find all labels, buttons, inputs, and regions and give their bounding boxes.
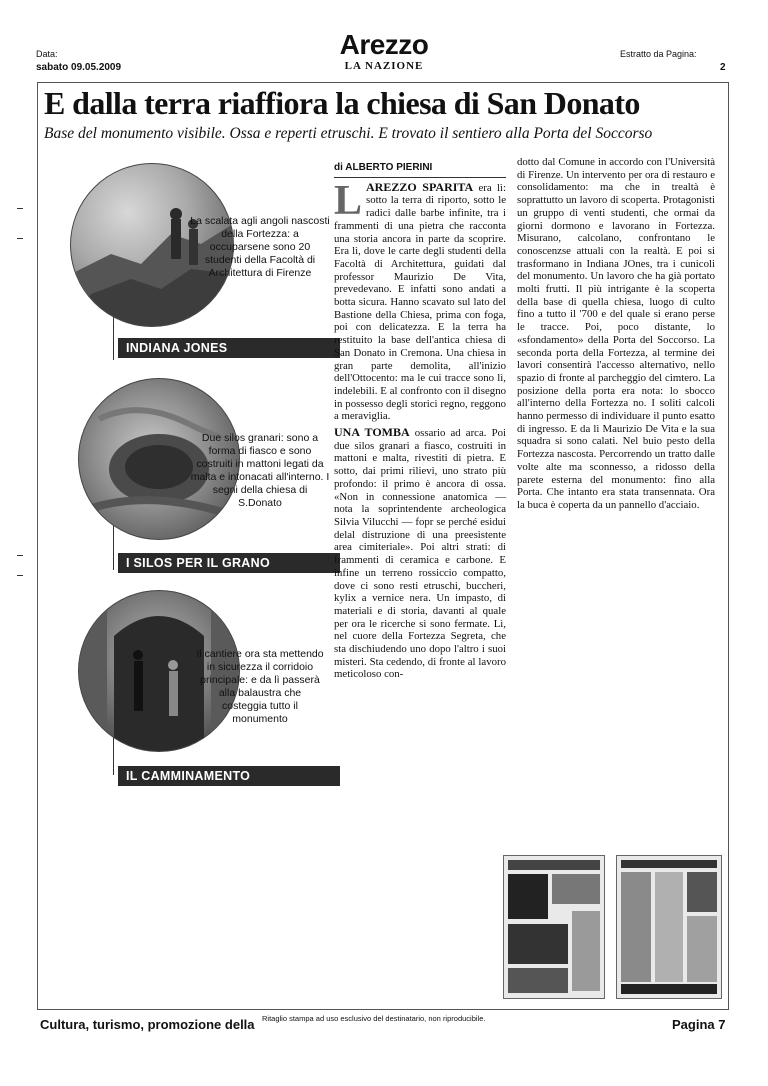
photo-caption-1: La scalata agli angoli nascosti della Fortezza: a occuparsene sono 20 studenti della Facoltà di Architettura di Firenze bbox=[190, 215, 330, 279]
photo-label-1: INDIANA JONES bbox=[118, 338, 340, 358]
footer-topic: Cultura, turismo, promozione della bbox=[40, 1017, 255, 1032]
body-text-3: dotto dal Comune in accordo con l'Università di Firenze. Un intervento per ora di restauro e consolidamento: ma che in trealtà è soprattutto un lavoro di scoperta. Protagonisti un gruppo di venti studenti, che ormai da giorni dormono e lavorano in Fortezza. Misurano, calcolano, confrontano le conoscenzse attuali con la realtà. E poi si trasformano in Indiana JOnes, tra i cunicoli del monumento. Un lavoro che ha già portato molti frutti. Il più intrigante è la scoperta della base di quella chiesa, luogo di culto fino a tutto il '700 e del quale si erano perse le tracce. Poi, poco distante, lo «sfondamento» della Porta del Soccorso. La seconda porta della Fortezza, al termine dei lavori consentirà l'accesso alternativo, nello spazio di fronte al parcheggio del cimtero. La posizione della porta era nota: lo sbocco all'interno della Fortezza no. I soliti calcoli hanno permesso di individuare il punto esatto di ingresso. E da lì Maurizio De Vita e la sua squadra si sono calati. Nel buio pesto della Fortezza nascosta. Percorrendo un tratto dalle volte alte ma sconnesso, a ridosso della parete esterna del monumento: fino alla Porta. Che intanto era stata transennata. Ora la buca è coperta da un pannello d'acciaio. bbox=[517, 156, 715, 511]
margin-mark bbox=[17, 555, 23, 556]
page-thumbnail-2 bbox=[616, 855, 722, 999]
photo-label-3: IL CAMMINAMENTO bbox=[118, 766, 340, 786]
subhead: Base del monumento visibile. Ossa e reperti etruschi. E trovato il sentiero alla Porta del Soccorso bbox=[44, 125, 653, 142]
margin-mark bbox=[17, 208, 23, 209]
thumbnail-image bbox=[617, 856, 721, 998]
thumbnail-image bbox=[504, 856, 604, 998]
lead-kicker: AREZZO SPARITA bbox=[366, 179, 474, 194]
headline: E dalla terra riaffiora la chiesa di San Donato bbox=[44, 85, 640, 121]
body-text-2: ossario ad arca. Poi due silos granari a fiasco, costruiti in mattoni e malta, rivestiti di pietra. E sotto, dai primi rilievi, uno strato più profondo: il primo è ancora di ossa. «Non in connessione anatomica — nota la soprintendente archeologica Silvia Vilucchi — fopr se perché esidui delal distruzione di una preesistente area cimiteriale». Poi altri strati: di frammenti di ceramica e carbone. E infine un terreno rossiccio compatto, dove ci sono resti etruschi, buccheri, kylix a vernice nera. Un impasto, di materiali e di storia, davanti al quale per ora le ricerche si sono fermate. Lì, nel cuore della Fortezza Segreta, che sta dischiudendo uno dopo l'altro i suoi misteri. Sta cedendo, di fronte al lavoro meticoloso con- bbox=[334, 427, 506, 681]
page-thumbnail-1 bbox=[503, 855, 605, 999]
margin-mark bbox=[17, 238, 23, 239]
extract-value: 2 bbox=[720, 62, 726, 73]
extract-label: Estratto da Pagina: bbox=[620, 49, 697, 59]
article-column-2 bbox=[517, 156, 715, 512]
photo-label-2: I SILOS PER IL GRANO bbox=[118, 553, 340, 573]
footer-copyright-note: Ritaglio stampa ad uso esclusivo del destinatario, non riproducibile. bbox=[262, 1014, 486, 1023]
margin-mark bbox=[17, 575, 23, 576]
photo-caption-3: Il cantiere ora sta mettendo in sicurezza il corridoio principale: e da lì passerà alla balaustra che costeggia tutto il monumento bbox=[196, 648, 324, 725]
masthead-paper: LA NAZIONE bbox=[344, 60, 424, 72]
photo-caption-2: Due silos granari: sono a forma di fiasco e sono costruiti in mattoni legati da malta e intonacati all'interno. I segni della chiesa di S.Donato bbox=[190, 432, 330, 509]
article-column-1 bbox=[334, 162, 506, 681]
masthead-city: Arezzo bbox=[339, 29, 429, 60]
body-text-1: era lì: sotto la terra di riporto, sotto le radici dalle barbe infinite, tra i frammenti di una pietra che racconta una storia ancora in parte da scoprire. Era lì, dove le carte degli studenti della Facoltà di Architettura, guidati dal professor Maurizio De Vita, prevedevano. E infatti sono andati a botta sicura. Hanno scavato sul lato del Bastione della Chiesa, prima con foga, poi con delicatezza. E la terra ha restituito la base dell'antica chiesa di San Donato in Cremona. Una chiesa in gran parte demolita, all'inizio dell'Ottocento: ma le cui tracce sono lì, indelebili. E al confronto con il disegno in possesso degli storici regno, reggono a meraviglia. bbox=[334, 181, 506, 423]
footer-page-number: Pagina 7 bbox=[672, 1017, 726, 1032]
section-kicker: UNA TOMBA bbox=[334, 425, 410, 440]
drop-cap: L bbox=[334, 177, 363, 224]
date-value: sabato 09.05.2009 bbox=[36, 62, 122, 73]
date-label: Data: bbox=[36, 49, 58, 59]
byline: di ALBERTO PIERINI bbox=[334, 162, 506, 178]
